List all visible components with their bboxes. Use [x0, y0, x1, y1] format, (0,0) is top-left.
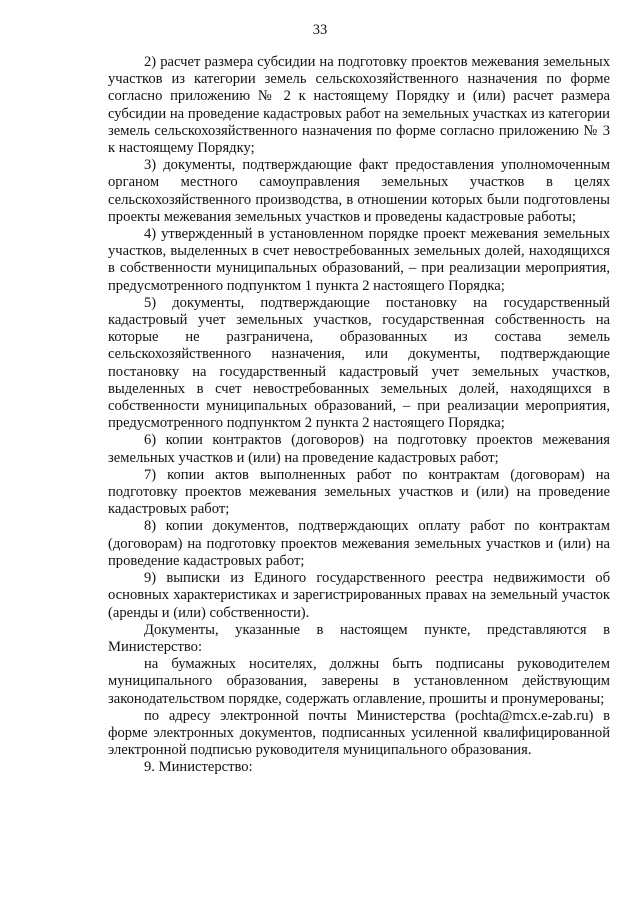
list-item-2-subsidy-calculation: 2) расчет размера субсидии на подготовку проектов межевания земельных участков из категории земель сельскохозяйственного назначения по форме согласно приложению № 2 к настоящему Порядку и (или) расчет размера субсидии на проведение кадастровых работ на земельных участках из категории земель сельскохозяйственного назначения по форме согласно приложению № 3 к настоящему Порядку; — [108, 54, 610, 157]
list-item-8-payment-documents: 8) копии документов, подтверждающих оплату работ по контрактам (договорам) на подготовку проектов межевания земельных участков и (или) на проведение кадастровых работ; — [108, 518, 610, 569]
list-item-5-cadastral-registration: 5) документы, подтверждающие постановку на государственный кадастровый учет земельных участков, государственная собственность на которые не разграничена, образованных из состава земель сельскохозяйственного назначения, или документы, подтверждающие постановку на государственный кадастровый учет земельных участков, выделенных в счет невостребованных земельных долей, находящихся в собственности муниципальных образований, – при реализации мероприятия, предусмотренного подпунктом 2 пункта 2 настоящего Порядка; — [108, 294, 610, 432]
submission-paragraph: Документы, указанные в настоящем пункте, представляются в Министерство: — [108, 621, 610, 655]
list-item-9-registry-extracts: 9) выписки из Единого государственного реестра недвижимости об основных характеристиках и зарегистрированных правах на земельный участок (аренды и (или) собственности). — [108, 570, 610, 621]
email-submission-paragraph: по адресу электронной почты Министерства (pochta@mcx.e-zab.ru) в форме электронных документов, подписанных усиленной квалифицированной электронной подписью руководителя муниципального образования. — [108, 707, 610, 759]
list-item-4-survey-project: 4) утвержденный в установленном порядке проект межевания земельных участков, выделенных в счет невостребованных земельных долей, находящихся в собственности муниципальных образований, – при реализации мероприятия, предусмотренного подпунктом 1 пункта 2 настоящего Порядка; — [108, 226, 610, 294]
list-item-6-contract-copies: 6) копии контрактов (договоров) на подготовку проектов межевания земельных участков и (или) на проведение кадастровых работ; — [108, 432, 610, 466]
page-number: 33 — [312, 22, 328, 38]
paper-submission-paragraph: на бумажных носителях, должны быть подписаны руководителем муниципального образования, заверены в установленном действующим законодательством порядке, содержать оглавление, прошиты и пронумерованы; — [108, 656, 610, 707]
section-9-heading: 9. Министерство: — [144, 759, 253, 776]
document-body — [108, 54, 610, 777]
list-item-7-acts-copies: 7) копии актов выполненных работ по контрактам (договорам) на подготовку проектов межевания земельных участков и (или) на проведение кадастровых работ; — [108, 466, 610, 518]
list-item-3-land-provision-documents: 3) документы, подтверждающие факт предоставления уполномоченным органом местного самоуправления земельных участков в целях сельскохозяйственного производства, в отношении которых были подготовлены проекты межевания земельных участков и проведены кадастровые работы; — [108, 157, 610, 225]
